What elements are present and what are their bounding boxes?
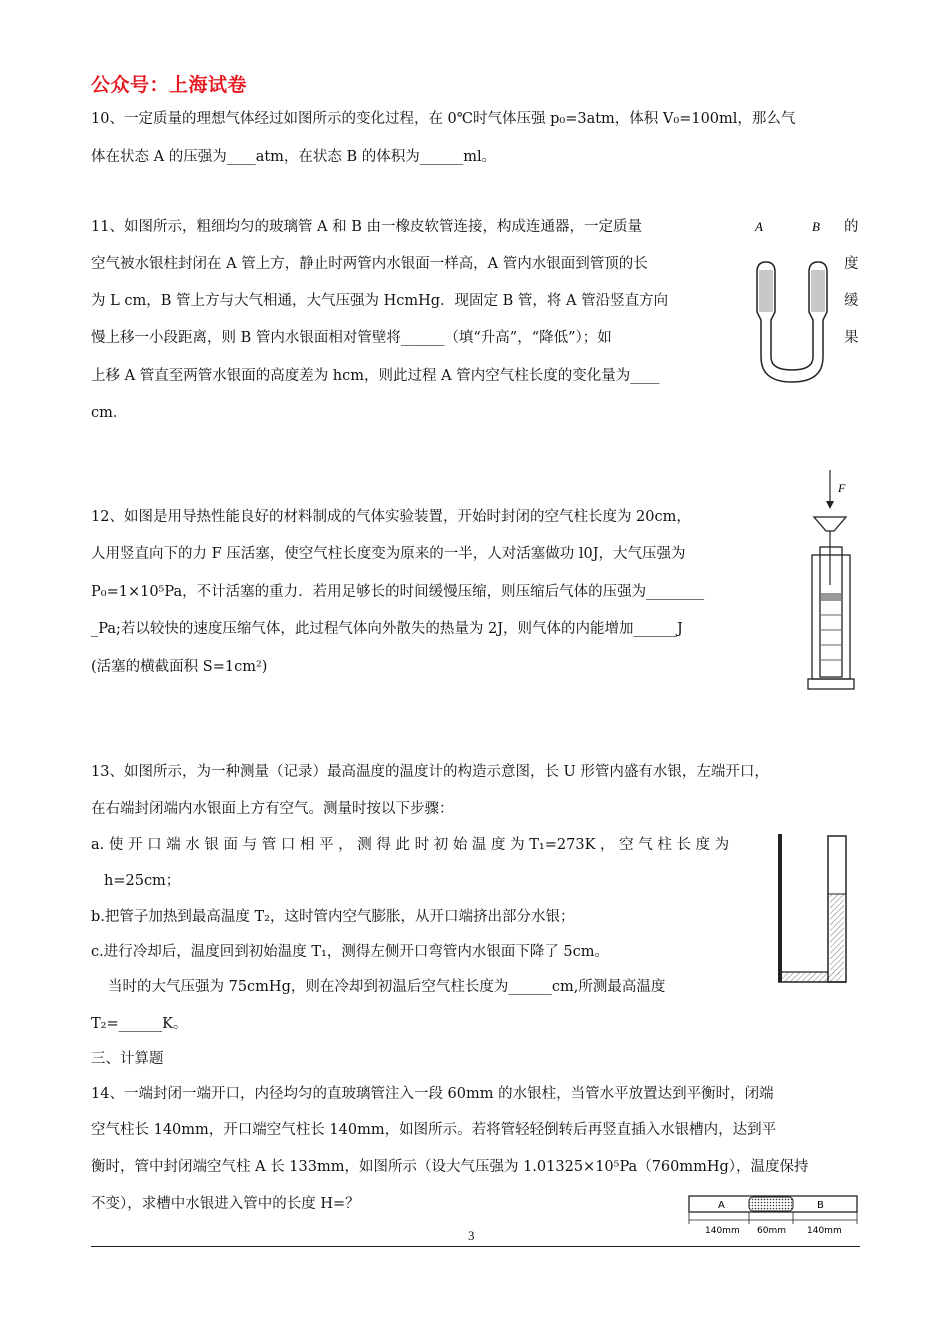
- q12-line-1: 12、如图是用导热性能良好的材料制成的气体实验装置，开始时封闭的空气柱长度为 20cm，: [91, 509, 691, 525]
- q11-line-2: 空气被水银柱封闭在 A 管上方，静止时两管内水银面一样高，A 管内水银面到管顶的长: [91, 256, 648, 272]
- u-tube-thermometer-figure: [770, 832, 850, 992]
- tube-a-label: A: [755, 219, 763, 234]
- cylinder-base: [808, 679, 854, 689]
- q11-line-1: 11、如图所示，粗细均匀的玻璃管 A 和 B 由一橡皮软管连接，构成连通器，一定质量: [91, 219, 643, 235]
- q13-line-2: 在右端封闭端内水银面上方有空气。测量时按以下步骤：: [91, 801, 454, 817]
- section-3-title: 三、计算题: [91, 1051, 164, 1067]
- q13-line-3: a. 使 开 口 端 水 银 面 与 管 口 相 平 ， 测 得 此 时 初 始 温 度 为 T₁=273K ， 空 气 柱 长 度 为: [91, 837, 730, 853]
- q11-line-6: cm．: [91, 405, 128, 421]
- q13-line-4: h=25cm；: [104, 873, 181, 889]
- q11-line-4: 慢上移一小段距离，则 B 管内水银面相对管壁将______（填“升高”，“降低”）；如: [91, 330, 612, 346]
- fig-label-a: A: [718, 1200, 725, 1211]
- force-arrow-icon: [826, 501, 834, 509]
- horizontal-tube-figure: [685, 1192, 860, 1240]
- q13-line-7: 当时的大气压强为 75cmHg，则在冷却到初温后空气柱长度为______cm,所测最高温度: [108, 979, 666, 995]
- q13-line-8: T₂=______K。: [91, 1016, 188, 1032]
- fig-length-a: 140mm: [705, 1226, 740, 1236]
- q12-line-4: _Pa;若以较快的速度压缩气体，此过程气体向外散失的热量为 2J，则气体的内能增加______J: [91, 621, 683, 637]
- q10-line-2: 体在状态 A 的压强为____atm，在状态 B 的体积为______ml。: [91, 149, 497, 165]
- q11-line-3: 为 L cm，B 管上方与大气相通，大气压强为 HcmHg．现固定 B 管，将 A 管沿竖直方向: [91, 293, 669, 309]
- q14-line-1: 14、一端封闭一端开口，内径均匀的直玻璃管注入一段 60mm 的水银柱，当管水平放置达到平衡时，闭端: [91, 1086, 774, 1102]
- q11-line-3-tail: 缓: [844, 293, 859, 309]
- q14-line-2: 空气柱长 140mm，开口端空气柱长 140mm，如图所示。若将管轻轻倒转后再竖直插入水银槽内，达到平: [91, 1122, 777, 1138]
- q11-line-1-tail: 的: [844, 219, 859, 235]
- tube-b-label: B: [812, 219, 820, 234]
- left-tube-wall: [778, 834, 782, 982]
- fig-label-b: B: [817, 1200, 824, 1211]
- q13-line-1: 13、如图所示，为一种测量（记录）最高温度的温度计的构造示意图，长 U 形管内盛有水银，左端开口，: [91, 764, 769, 780]
- footer-rule: [91, 1246, 860, 1247]
- q14-line-4: 不变），求槽中水银进入管中的长度 H=？: [91, 1196, 360, 1212]
- q12-line-5: (活塞的横截面积 S=1cm²): [91, 659, 268, 675]
- q13-line-6: c.进行冷却后，温度回到初始温度 T₁，测得左侧开口弯管内水银面下降了 5cm。: [91, 944, 610, 960]
- page-header-title: 公众号：上海试卷: [91, 74, 248, 96]
- page-number: 3: [468, 1228, 475, 1243]
- q13-line-5: b.把管子加热到最高温度 T₂，这时管内空气膨胀，从开口端挤出部分水银；: [91, 909, 575, 925]
- piston-funnel: [814, 517, 846, 531]
- fig-length-b: 140mm: [807, 1226, 842, 1236]
- u-tube-figure: [745, 212, 845, 392]
- q11-line-4-tail: 果: [844, 330, 859, 346]
- piston-head: [821, 593, 841, 601]
- mercury-column: [749, 1197, 793, 1211]
- q10-line-1: 10、一定质量的理想气体经过如图所示的变化过程，在 0℃时气体压强 p₀=3atm，体积 V₀=100ml，那么气: [91, 111, 796, 127]
- fig-length-mercury: 60mm: [757, 1226, 786, 1236]
- piston-cylinder-figure: [800, 465, 870, 695]
- q12-line-3: P₀=1×10⁵Pa，不计活塞的重力．若用足够长的时间缓慢压缩，则压缩后气体的压强为________: [91, 584, 705, 600]
- force-label: F: [838, 481, 846, 495]
- cylinder-inner: [820, 547, 842, 677]
- q12-line-2: 人用竖直向下的力 F 压活塞，使空气柱长度变为原来的一半，人对活塞做功 l0J，大气压强为: [91, 546, 686, 562]
- tube-a-mercury: [759, 270, 773, 312]
- q14-line-3: 衡时，管中封闭端空气柱 A 长 133mm，如图所示（设大气压强为 1.01325×10⁵Pa（760mmHg），温度保持: [91, 1159, 809, 1175]
- tube-b-mercury: [811, 270, 825, 312]
- q11-line-2-tail: 度: [844, 256, 859, 272]
- q11-line-5: 上移 A 管直至两管水银面的高度差为 hcm，则此过程 A 管内空气柱长度的变化量为____: [91, 368, 660, 384]
- right-tube-mercury: [830, 894, 844, 974]
